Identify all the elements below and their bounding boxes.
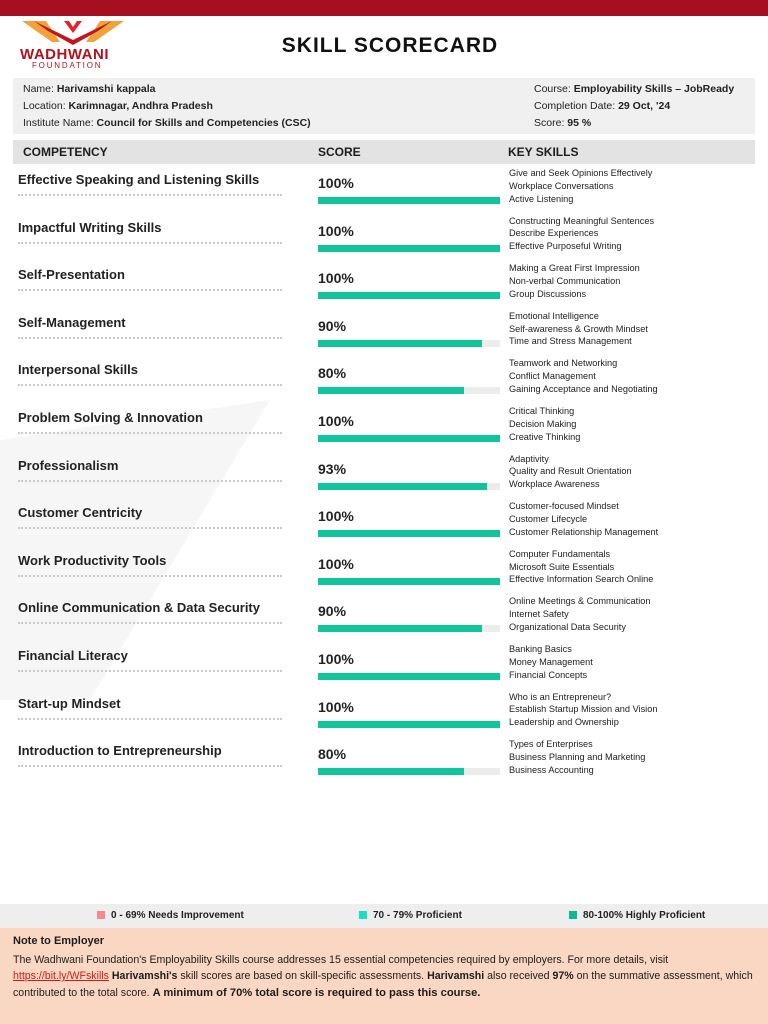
key-skill-item: Business Planning and Marketing (509, 751, 646, 762)
score-bar-fill (318, 530, 500, 537)
score-bar-fill (318, 245, 500, 252)
key-skill-item: Making a Great First Impression (509, 263, 640, 274)
key-skills-list (509, 357, 658, 395)
legend-proficient: 70 - 79% Proficient (359, 910, 462, 921)
key-skill-item: Active Listening (509, 193, 574, 204)
table-row (0, 452, 768, 500)
key-skill-item: Constructing Meaningful Sentences (509, 215, 655, 226)
score-bar-fill (318, 197, 500, 204)
score-legend (0, 904, 768, 928)
competency-name: Introduction to Entrepreneurship (18, 743, 222, 759)
dotted-divider (18, 575, 282, 577)
table-row (0, 737, 768, 785)
dotted-divider (18, 480, 282, 482)
competency-name: Customer Centricity (18, 505, 143, 521)
info-institute: Institute Name: Council for Skills and Competencies (CSC) (23, 117, 311, 129)
key-skill-item: Group Discussions (509, 288, 587, 299)
needs-improvement-swatch-icon (97, 911, 105, 919)
competency-name: Effective Speaking and Listening Skills (18, 172, 260, 187)
legend-highly-proficient: 80-100% Highly Proficient (569, 910, 705, 921)
student-info-panel (13, 78, 755, 134)
student-name: Harivamshi kappala (56, 83, 156, 95)
score-bar-fill (318, 292, 500, 299)
key-skills-list (509, 262, 640, 300)
competency-name: Problem Solving & Innovation (18, 410, 203, 425)
competency-name: Impactful Writing Skills (18, 219, 162, 235)
competency-name: Work Productivity Tools (18, 552, 167, 568)
competency-score: 90% (318, 317, 347, 334)
key-skills-list (509, 691, 657, 729)
competency-score: 80% (318, 746, 347, 763)
score-bar-fill (318, 435, 500, 442)
key-skill-item: Workplace Conversations (509, 180, 614, 191)
key-skill-item: Adaptivity (509, 453, 549, 464)
key-skills-list (509, 548, 653, 586)
key-skill-item: Who is an Entrepreneur? (509, 691, 612, 702)
completion-date: 29 Oct, '24 (618, 100, 671, 112)
score-bar (318, 483, 500, 490)
competency-name: Start-up Mindset (18, 695, 121, 711)
score-bar (318, 245, 500, 252)
dotted-divider (18, 670, 282, 672)
student-location: Karimnagar, Andhra Pradesh (68, 100, 213, 112)
skills-link[interactable]: https://bit.ly/WFskills (13, 970, 109, 982)
key-skill-item: Financial Concepts (509, 669, 588, 680)
competency-score: 93% (318, 460, 347, 477)
score-bar (318, 768, 500, 775)
key-skill-item: Types of Enterprises (509, 739, 593, 750)
key-skill-item: Time and Stress Management (509, 336, 632, 347)
logo-subtitle: FOUNDATION (32, 61, 103, 70)
key-skill-item: Leadership and Ownership (509, 717, 619, 728)
key-skill-item: Computer Fundamentals (509, 548, 611, 559)
dotted-divider (18, 289, 282, 291)
competency-score: 80% (318, 365, 347, 382)
table-row (0, 166, 768, 214)
score-bar-fill (318, 340, 482, 347)
key-skill-item: Organizational Data Security (509, 621, 626, 632)
key-skills-list (509, 405, 580, 443)
competency-score: 100% (318, 222, 354, 239)
key-skill-item: Microsoft Suite Essentials (509, 561, 615, 572)
competency-name: Self-Management (18, 314, 126, 330)
key-skill-item: Critical Thinking (509, 406, 575, 416)
competency-score: 90% (318, 603, 347, 620)
competency-name: Online Communication & Data Security (18, 600, 260, 616)
competency-name: Self-Presentation (18, 267, 125, 283)
column-competency: COMPETENCY (23, 145, 108, 159)
key-skill-item: Gaining Acceptance and Negotiating (509, 383, 658, 394)
key-skill-item: Business Accounting (509, 764, 594, 775)
key-skills-list (509, 500, 658, 538)
key-skill-item: Describe Experiences (509, 228, 599, 239)
dotted-divider (18, 337, 282, 339)
key-skills-list (509, 595, 650, 633)
score-bar-fill (318, 673, 500, 680)
page-title: SKILL SCORECARD (281, 34, 499, 57)
score-bar (318, 340, 500, 347)
key-skill-item: Creative Thinking (509, 431, 581, 442)
key-skill-item: Effective Purposeful Writing (509, 241, 622, 252)
score-bar (318, 292, 500, 299)
dotted-divider (18, 242, 282, 244)
highly-proficient-swatch-icon (569, 911, 577, 919)
score-bar (318, 197, 500, 204)
score-bar (318, 625, 500, 632)
table-row (0, 642, 768, 690)
score-bar (318, 435, 500, 442)
key-skill-item: Banking Basics (509, 644, 572, 654)
key-skills-list (509, 215, 654, 253)
legend-needs-improvement: 0 - 69% Needs Improvement (97, 910, 244, 921)
score-bar-fill (318, 387, 464, 394)
dotted-divider (18, 384, 282, 386)
score-bar-fill (318, 578, 500, 585)
dotted-divider (18, 622, 282, 624)
key-skill-item: Money Management (509, 656, 593, 667)
competency-name: Interpersonal Skills (18, 362, 138, 378)
key-skill-item: Establish Startup Mission and Vision (509, 704, 658, 715)
key-skill-item: Customer Lifecycle (509, 513, 588, 524)
key-skill-item: Self-awareness & Growth Mindset (509, 323, 648, 334)
competency-score: 100% (318, 270, 354, 287)
info-location: Location: Karimnagar, Andhra Pradesh (23, 100, 213, 112)
key-skills-list (509, 310, 648, 348)
competency-score: 100% (318, 651, 354, 667)
logo-name: WADHWANI (20, 46, 109, 63)
table-row (0, 309, 768, 357)
key-skills-list (509, 167, 652, 205)
note-body: The Wadhwani Foundation's Employability Skills course addresses 15 essential competencies required by employers. For more details, visit https://bit.ly/WFskills Harivamshi's skill scores are based on skill-specific assessments. Harivamshi also received 97% on the summative assessment, which contributed to the total score. A minimum of 70% total score is required to pass this course. (13, 953, 753, 999)
key-skill-item: Workplace Awareness (509, 479, 600, 490)
note-to-employer (0, 928, 768, 1024)
dotted-divider (18, 765, 282, 767)
key-skill-item: Give and Seek Opinions Effectively (509, 168, 653, 178)
competency-score: 100% (318, 175, 354, 191)
table-row (0, 214, 768, 262)
score-bar (318, 387, 500, 394)
table-header (13, 140, 755, 164)
table-row (0, 547, 768, 595)
dotted-divider (18, 718, 282, 720)
table-row (0, 690, 768, 738)
proficient-swatch-icon (359, 911, 367, 919)
competency-name: Professionalism (18, 457, 119, 473)
score-bar-fill (318, 483, 487, 490)
key-skills-list (509, 453, 632, 491)
note-title: Note to Employer (13, 935, 105, 947)
competency-score: 100% (318, 508, 354, 525)
table-row (0, 261, 768, 309)
info-completion-date: Completion Date: 29 Oct, '24 (534, 100, 671, 112)
key-skill-item: Non-verbal Communication (509, 275, 621, 286)
score-bar-fill (318, 721, 500, 728)
key-skill-item: Quality and Result Orientation (509, 466, 632, 477)
table-row (0, 594, 768, 642)
competency-name: Financial Literacy (18, 648, 128, 663)
key-skill-item: Emotional Intelligence (509, 310, 599, 321)
pass-requirement: A minimum of 70% total score is required to pass this course. (152, 986, 481, 999)
key-skill-item: Customer-focused Mindset (509, 501, 619, 512)
score-bar (318, 578, 500, 585)
column-score: SCORE (318, 145, 361, 159)
key-skills-list (509, 738, 645, 776)
key-skill-item: Online Meetings & Communication (509, 596, 651, 607)
key-skill-item: Teamwork and Networking (509, 358, 618, 369)
table-row (0, 499, 768, 547)
institute-name: Council for Skills and Competencies (CSC) (96, 117, 311, 129)
dotted-divider (18, 527, 282, 529)
key-skill-item: Effective Information Search Online (509, 574, 654, 585)
table-row (0, 404, 768, 452)
total-score: 95 % (567, 117, 592, 129)
info-course: Course: Employability Skills – JobReady (534, 83, 735, 95)
competency-score: 100% (318, 413, 354, 429)
key-skills-list (509, 643, 593, 681)
key-skill-item: Internet Safety (509, 609, 569, 620)
info-name: Name: Harivamshi kappala (23, 83, 156, 95)
key-skill-item: Conflict Management (509, 371, 596, 382)
info-score: Score: 95 % (534, 117, 592, 129)
score-bar-fill (318, 625, 482, 632)
score-bar-fill (318, 768, 464, 775)
key-skill-item: Customer Relationship Management (509, 526, 659, 537)
dotted-divider (18, 194, 282, 196)
table-row (0, 356, 768, 404)
header-bar (0, 0, 768, 16)
dotted-divider (18, 432, 282, 434)
score-bar (318, 530, 500, 537)
competency-score: 100% (318, 698, 354, 715)
score-bar (318, 721, 500, 728)
column-key-skills: KEY SKILLS (508, 145, 579, 159)
course-name: Employability Skills – JobReady (573, 83, 735, 95)
score-bar (318, 673, 500, 680)
key-skill-item: Decision Making (509, 418, 577, 429)
competency-score: 100% (318, 555, 354, 572)
